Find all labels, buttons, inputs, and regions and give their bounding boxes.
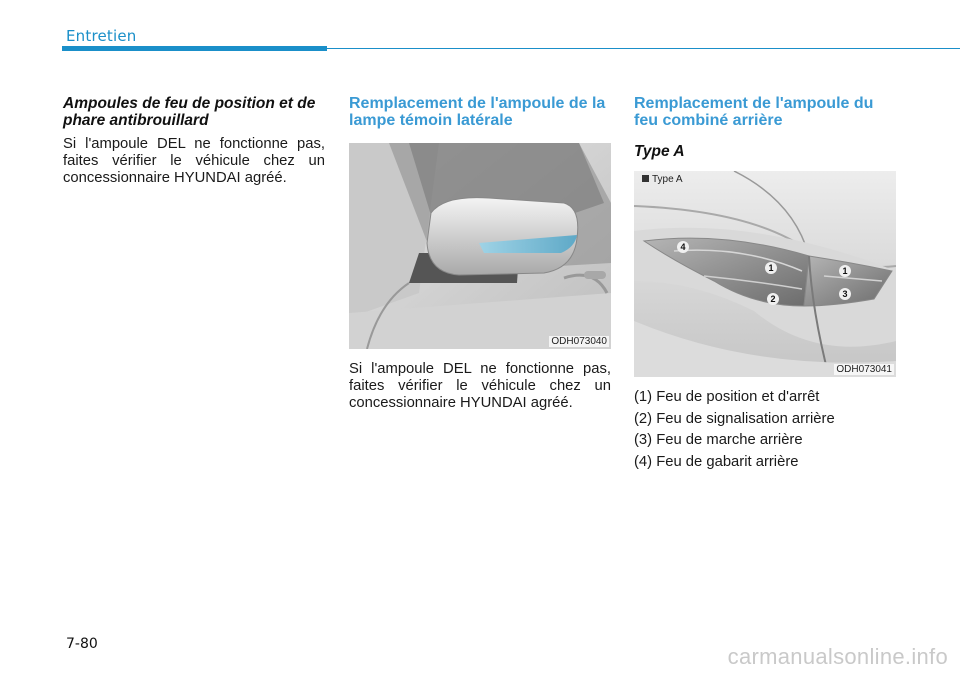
column-3 [634,95,896,473]
side-mirror-illustration [349,143,611,349]
figure-type-tag [642,174,683,185]
figure-type-tag-text: Type A [652,174,683,185]
square-bullet-icon [642,175,649,182]
list-item: (2) Feu de signalisation arrière [634,410,835,427]
subheading-position-fog: Ampoules de feu de position et de phare antibrouillard [63,95,316,129]
callout-1b: 1 [839,265,851,277]
body-text-2: Si l'ampoule DEL ne fonctionne pas, faites vérifier le véhicule chez un concessionnaire HYUNDAI agréé. [349,361,611,411]
heading-rear-combination: Remplacement de l'ampoule du feu combiné arrière [634,95,874,129]
rear-lamp-illustration [634,171,896,377]
watermark: carmanualsonline.info [727,644,948,669]
callout-3: 3 [839,288,851,300]
lamp-items-list [634,387,896,473]
figure-side-mirror [349,143,611,349]
figure-rear-lamp [634,171,896,377]
callout-4: 4 [677,241,689,253]
body-text-1: Si l'ampoule DEL ne fonctionne pas, faites vérifier le véhicule chez un concessionnaire HYUNDAI agréé. [63,136,325,186]
column-2 [349,95,611,412]
header-rule-thin [327,48,960,49]
list-item: (3) Feu de marche arrière [634,432,803,448]
section-label: Entretien [66,27,137,45]
figure-code-1: ODH073040 [551,336,607,347]
header-rule-thick [62,46,327,51]
type-a-label: Type A [634,143,685,160]
list-item: (1) Feu de position et d'arrêt [634,389,820,405]
list-item: (4) Feu de gabarit arrière [634,453,799,470]
page-number: 7-80 [66,636,98,652]
callout-2: 2 [767,293,779,305]
callout-1a: 1 [765,262,777,274]
heading-side-indicator: Remplacement de l'ampoule de la lampe témoin latérale [349,95,606,129]
column-1 [63,95,325,187]
figure-code-2: ODH073041 [836,364,892,375]
